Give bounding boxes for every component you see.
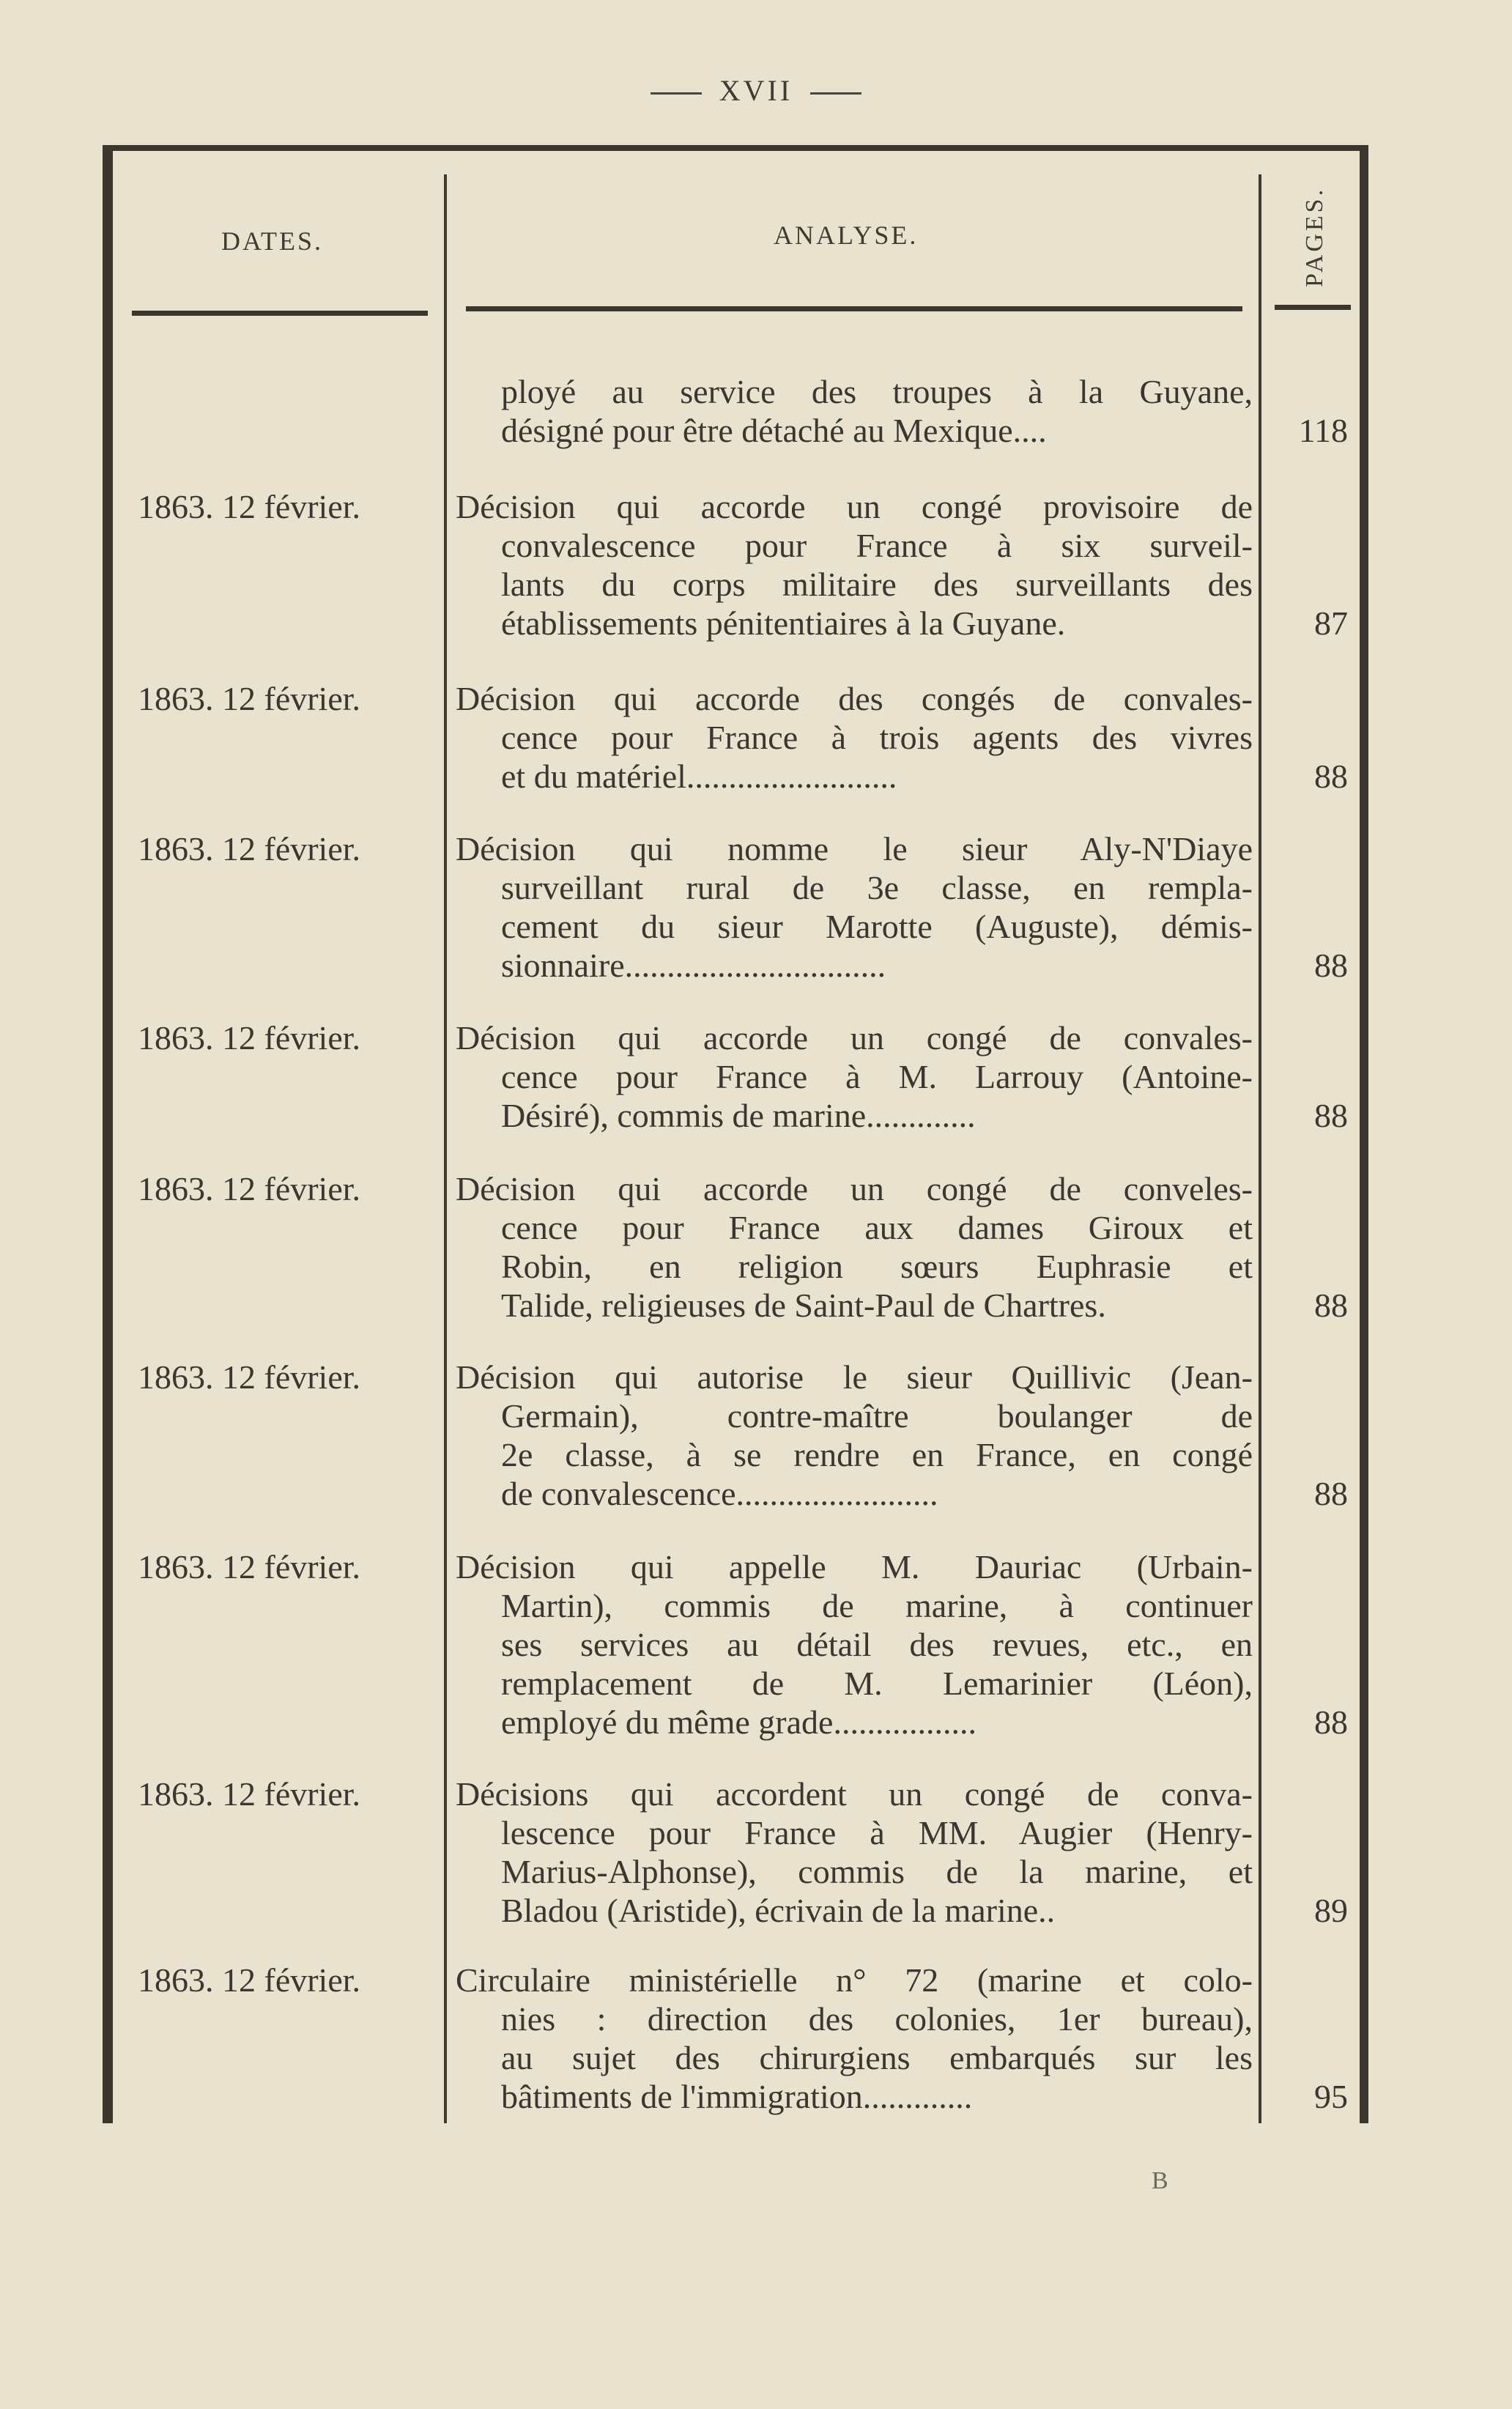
header-rule-pages <box>1275 305 1351 310</box>
entry-page: 89 <box>1314 1892 1348 1929</box>
column-header-analyse: ANALYSE. <box>774 221 919 250</box>
analysis-line: au sujet des chirurgiens embarqués sur les <box>501 2039 1253 2076</box>
entry-analysis <box>456 1547 1253 1742</box>
entry-date: 1863. 12 février. <box>138 1548 361 1585</box>
entry-page: 118 <box>1298 412 1348 449</box>
analysis-line: Robin, en religion sœurs Euphrasie et <box>501 1248 1253 1285</box>
entry-date: 1863. 12 février. <box>138 1358 361 1396</box>
analysis-line: de convalescence........................ <box>501 1475 938 1512</box>
entry-page: 88 <box>1314 1475 1348 1512</box>
analysis-line: Décision qui accorde un congé provisoire de <box>456 488 1253 525</box>
analysis-line: et du matériel......................... <box>501 758 897 795</box>
analysis-line: Talide, religieuses de Saint-Paul de Chartres. <box>501 1287 1106 1324</box>
entry-date: 1863. 12 février. <box>138 488 361 525</box>
analysis-line: Décision qui accorde un congé de convales- <box>456 1019 1253 1057</box>
analysis-line: sionnaire............................... <box>501 947 886 984</box>
analysis-line: employé du même grade................. <box>501 1703 976 1741</box>
analysis-line: Décision qui nomme le sieur Aly-N'Diaye <box>456 830 1253 867</box>
analysis-line: ployé au service des troupes à la Guyane, <box>501 373 1253 410</box>
analysis-line: bâtiments de l'immigration............. <box>501 2078 973 2115</box>
entry-analysis <box>456 679 1253 796</box>
analysis-line: Désiré), commis de marine............. <box>501 1097 976 1134</box>
entry-analysis <box>456 372 1253 450</box>
signature-mark: B <box>1152 2167 1168 2194</box>
analysis-line: cence pour France à M. Larrouy (Antoine- <box>501 1058 1253 1095</box>
column-divider-dates <box>444 174 447 2123</box>
analysis-line: remplacement de M. Lemarinier (Léon), <box>501 1665 1253 1702</box>
entry-page: 88 <box>1314 1097 1348 1134</box>
analysis-line: Décisions qui accordent un congé de conva- <box>456 1775 1253 1813</box>
entry-analysis <box>456 1018 1253 1135</box>
analysis-line: désigné pour être détaché au Mexique.... <box>501 412 1047 449</box>
header-dash-right <box>810 92 861 95</box>
entry-page: 88 <box>1314 758 1348 795</box>
analysis-line: cence pour France aux dames Giroux et <box>501 1209 1253 1246</box>
analysis-line: convalescence pour France à six surveil- <box>501 527 1253 564</box>
entry-page: 95 <box>1314 2078 1348 2115</box>
analysis-line: Marius-Alphonse), commis de la marine, et <box>501 1853 1253 1890</box>
entry-analysis <box>456 487 1253 643</box>
entry-analysis <box>456 1358 1253 1513</box>
entry-date: 1863. 12 février. <box>138 830 361 867</box>
entry-date: 1863. 12 février. <box>138 1019 361 1057</box>
analysis-line: surveillant rural de 3e classe, en rempla- <box>501 869 1253 906</box>
analysis-line: nies : direction des colonies, 1er bureau), <box>501 2000 1253 2038</box>
analysis-line: Bladou (Aristide), écrivain de la marine.. <box>501 1892 1056 1929</box>
analysis-line: 2e classe, à se rendre en France, en congé <box>501 1436 1253 1473</box>
entry-date: 1863. 12 février. <box>138 1775 361 1813</box>
entry-date: 1863. 12 février. <box>138 680 361 717</box>
analysis-line: cement du sieur Marotte (Auguste), démis- <box>501 908 1253 945</box>
entry-page: 88 <box>1314 947 1348 984</box>
entry-analysis <box>456 1961 1253 2116</box>
entry-analysis <box>456 829 1253 985</box>
column-header-pages: PAGES. <box>1301 186 1328 287</box>
entry-analysis <box>456 1169 1253 1325</box>
analysis-line: ses services au détail des revues, etc., en <box>501 1626 1253 1663</box>
header-dash-left <box>651 92 702 95</box>
analysis-line: Décision qui autorise le sieur Quillivic (Jean- <box>456 1358 1253 1396</box>
entry-page: 87 <box>1314 604 1348 642</box>
header-rule-analyse <box>466 306 1242 311</box>
page-header <box>0 73 1512 108</box>
analysis-line: Germain), contre-maître boulanger de <box>501 1397 1253 1435</box>
column-header-dates: DATES. <box>221 226 324 256</box>
entry-analysis <box>456 1775 1253 1930</box>
entry-page: 88 <box>1314 1703 1348 1741</box>
analysis-line: Décision qui accorde un congé de conveles- <box>456 1170 1253 1207</box>
analysis-line: établissements pénitentiaires à la Guyane. <box>501 604 1066 642</box>
page-number-roman: XVII <box>719 74 793 107</box>
header-rule-dates <box>132 311 428 316</box>
analysis-line: Circulaire ministérielle n° 72 (marine et colo- <box>456 1961 1253 1999</box>
analysis-line: Martin), commis de marine, à continuer <box>501 1587 1253 1624</box>
analysis-line: cence pour France à trois agents des vivres <box>501 719 1253 756</box>
analysis-line: lescence pour France à MM. Augier (Henry- <box>501 1814 1253 1851</box>
analysis-line: lants du corps militaire des surveillants des <box>501 566 1253 603</box>
entry-page: 88 <box>1314 1287 1348 1324</box>
analysis-line: Décision qui appelle M. Dauriac (Urbain- <box>456 1548 1253 1585</box>
entry-date: 1863. 12 février. <box>138 1170 361 1207</box>
entry-date: 1863. 12 février. <box>138 1961 361 1999</box>
column-divider-analyse <box>1259 174 1261 2123</box>
analysis-line: Décision qui accorde des congés de convales- <box>456 680 1253 717</box>
